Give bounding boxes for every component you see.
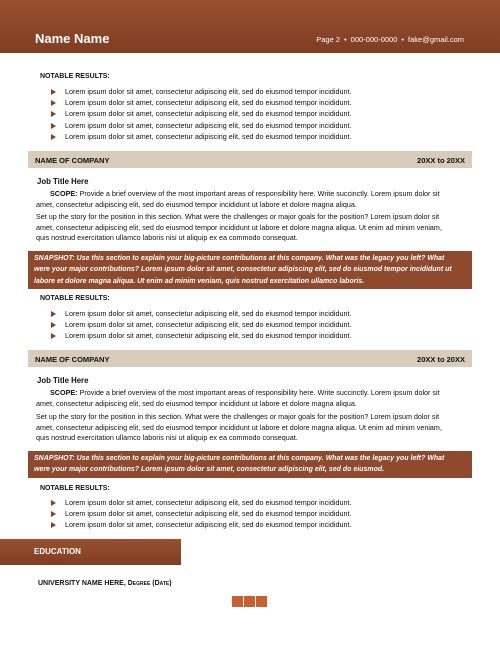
- story-paragraph: [36, 212, 442, 244]
- page-header: [0, 0, 500, 53]
- list-item: Lorem ipsum dolor sit amet, consectetur adipiscing elit, sed do eiusmod tempor incididunt.: [50, 497, 351, 508]
- list-item: Lorem ipsum dolor sit amet, consectetur adipiscing elit, sed do eiusmod tempor incididunt.: [50, 508, 351, 519]
- snapshot-line: were your major contributions? Lorem ipsum dolor sit amet, consectetur adipiscing elit, sed do eiusmod tempor incididunt ut: [34, 266, 452, 274]
- company-dates: 20XX to 20XX: [417, 156, 465, 165]
- story-paragraph: [36, 412, 442, 444]
- separator-dot: •: [401, 35, 405, 44]
- company-bar: [28, 350, 472, 367]
- degree-date: (Date): [152, 580, 172, 587]
- snapshot-line: were your major contributions? Lorem ipsum dolor sit amet, consectetur adipiscing elit, sed do eiusmod.: [34, 466, 385, 474]
- candidate-name: Name Name: [35, 31, 110, 46]
- story-line: quis nostrud exercitation ullamco laboris nisi ut aliquip ex ea commodo consequat.: [36, 233, 298, 243]
- notable-results-list: [50, 497, 351, 531]
- email: fake@gmail.com: [408, 35, 464, 44]
- scope-text-cont: amet, consectetur adipiscing elit, sed do eiusmod tempor incididunt ut labore et dolore magna aliqua.: [36, 398, 357, 408]
- story-line: Set up the story for the position in this section. What were the challenges or major goals for the position? Lorem ipsum dolor sit: [36, 412, 440, 421]
- phone: 000-000-0000: [350, 35, 398, 44]
- snapshot-line: labore et dolore magna aliqua. Ut enim ad minim veniam, quis nostrud exercitation ullamco laboris.: [34, 277, 365, 285]
- scope-text: Provide a brief overview of the most important areas of responsibility here. Write succinctly. Lorem ipsum dolor sit: [79, 388, 440, 397]
- snapshot-line: SNAPSHOT: Use this section to explain your big-picture contributions at this company. What was the legacy you left? What: [34, 255, 445, 262]
- notable-results-label: NOTABLE RESULTS:: [40, 295, 110, 302]
- company-name: NAME OF COMPANY: [35, 355, 110, 364]
- list-item: Lorem ipsum dolor sit amet, consectetur adipiscing elit, sed do eiusmod tempor incididunt.: [50, 131, 351, 142]
- story-line: amet, consectetur adipiscing elit, sed do eiusmod tempor incididunt ut labore et dolore magna aliqua. Ut enim ad minim veniam,: [36, 222, 442, 232]
- company-bar: [28, 151, 472, 168]
- scope-label: SCOPE:: [50, 189, 78, 198]
- separator-dot: •: [344, 35, 347, 44]
- notable-results-label: NOTABLE RESULTS:: [40, 485, 110, 492]
- decor-square: [244, 596, 255, 607]
- decor-square: [256, 596, 267, 607]
- notable-results-list: [50, 86, 351, 142]
- job-title: Job Title Here: [37, 177, 89, 186]
- education-entry: [38, 580, 172, 587]
- notable-results-label: NOTABLE RESULTS:: [40, 73, 110, 80]
- snapshot-box: [28, 251, 472, 289]
- story-line: amet, consectetur adipiscing elit, sed do eiusmod tempor incididunt ut labore et dolore magna aliqua. Ut enim ad minim veniam,: [36, 422, 442, 432]
- list-item: Lorem ipsum dolor sit amet, consectetur adipiscing elit, sed do eiusmod tempor incididunt.: [50, 97, 351, 108]
- job-title: Job Title Here: [37, 376, 89, 385]
- list-item: Lorem ipsum dolor sit amet, consectetur adipiscing elit, sed do eiusmod tempor incididunt.: [50, 319, 351, 330]
- scope-text-cont: amet, consectetur adipiscing elit, sed do eiusmod tempor incididunt ut labore et dolore magna aliqua.: [36, 199, 357, 209]
- decor-square: [232, 596, 243, 607]
- scope-paragraph: [36, 189, 440, 210]
- education-heading: EDUCATION: [34, 547, 81, 556]
- list-item: Lorem ipsum dolor sit amet, consectetur adipiscing elit, sed do eiusmod tempor incididunt.: [50, 120, 351, 131]
- list-item: Lorem ipsum dolor sit amet, consectetur adipiscing elit, sed do eiusmod tempor incididunt.: [50, 108, 351, 119]
- scope-text: Provide a brief overview of the most important areas of responsibility here. Write succinctly. Lorem ipsum dolor sit: [79, 189, 440, 198]
- page-decoration: [232, 594, 268, 612]
- page-number: Page 2: [316, 35, 341, 44]
- scope-label: SCOPE:: [50, 388, 78, 397]
- list-item: Lorem ipsum dolor sit amet, consectetur adipiscing elit, sed do eiusmod tempor incididunt.: [50, 308, 351, 319]
- notable-results-list: [50, 308, 351, 342]
- university-name: UNIVERSITY NAME HERE,: [38, 580, 126, 587]
- company-dates: 20XX to 20XX: [417, 355, 465, 364]
- contact-info: [316, 35, 464, 44]
- story-line: quis nostrud exercitation ullamco laboris nisi ut aliquip ex ea commodo consequat.: [36, 433, 298, 443]
- list-item: Lorem ipsum dolor sit amet, consectetur adipiscing elit, sed do eiusmod tempor incididunt.: [50, 330, 351, 341]
- list-item: Lorem ipsum dolor sit amet, consectetur adipiscing elit, sed do eiusmod tempor incididunt.: [50, 519, 351, 530]
- degree: Degree: [127, 580, 151, 587]
- education-heading-bar: [0, 539, 181, 565]
- snapshot-line: SNAPSHOT: Use this section to explain your big-picture contributions at this company. What was the legacy you left? What: [34, 455, 445, 462]
- story-line: Set up the story for the position in this section. What were the challenges or major goals for the position? Lorem ipsum dolor sit: [36, 212, 440, 221]
- list-item: Lorem ipsum dolor sit amet, consectetur adipiscing elit, sed do eiusmod tempor incididunt.: [50, 86, 351, 97]
- company-name: NAME OF COMPANY: [35, 156, 110, 165]
- scope-paragraph: [36, 388, 440, 409]
- snapshot-box: [28, 451, 472, 478]
